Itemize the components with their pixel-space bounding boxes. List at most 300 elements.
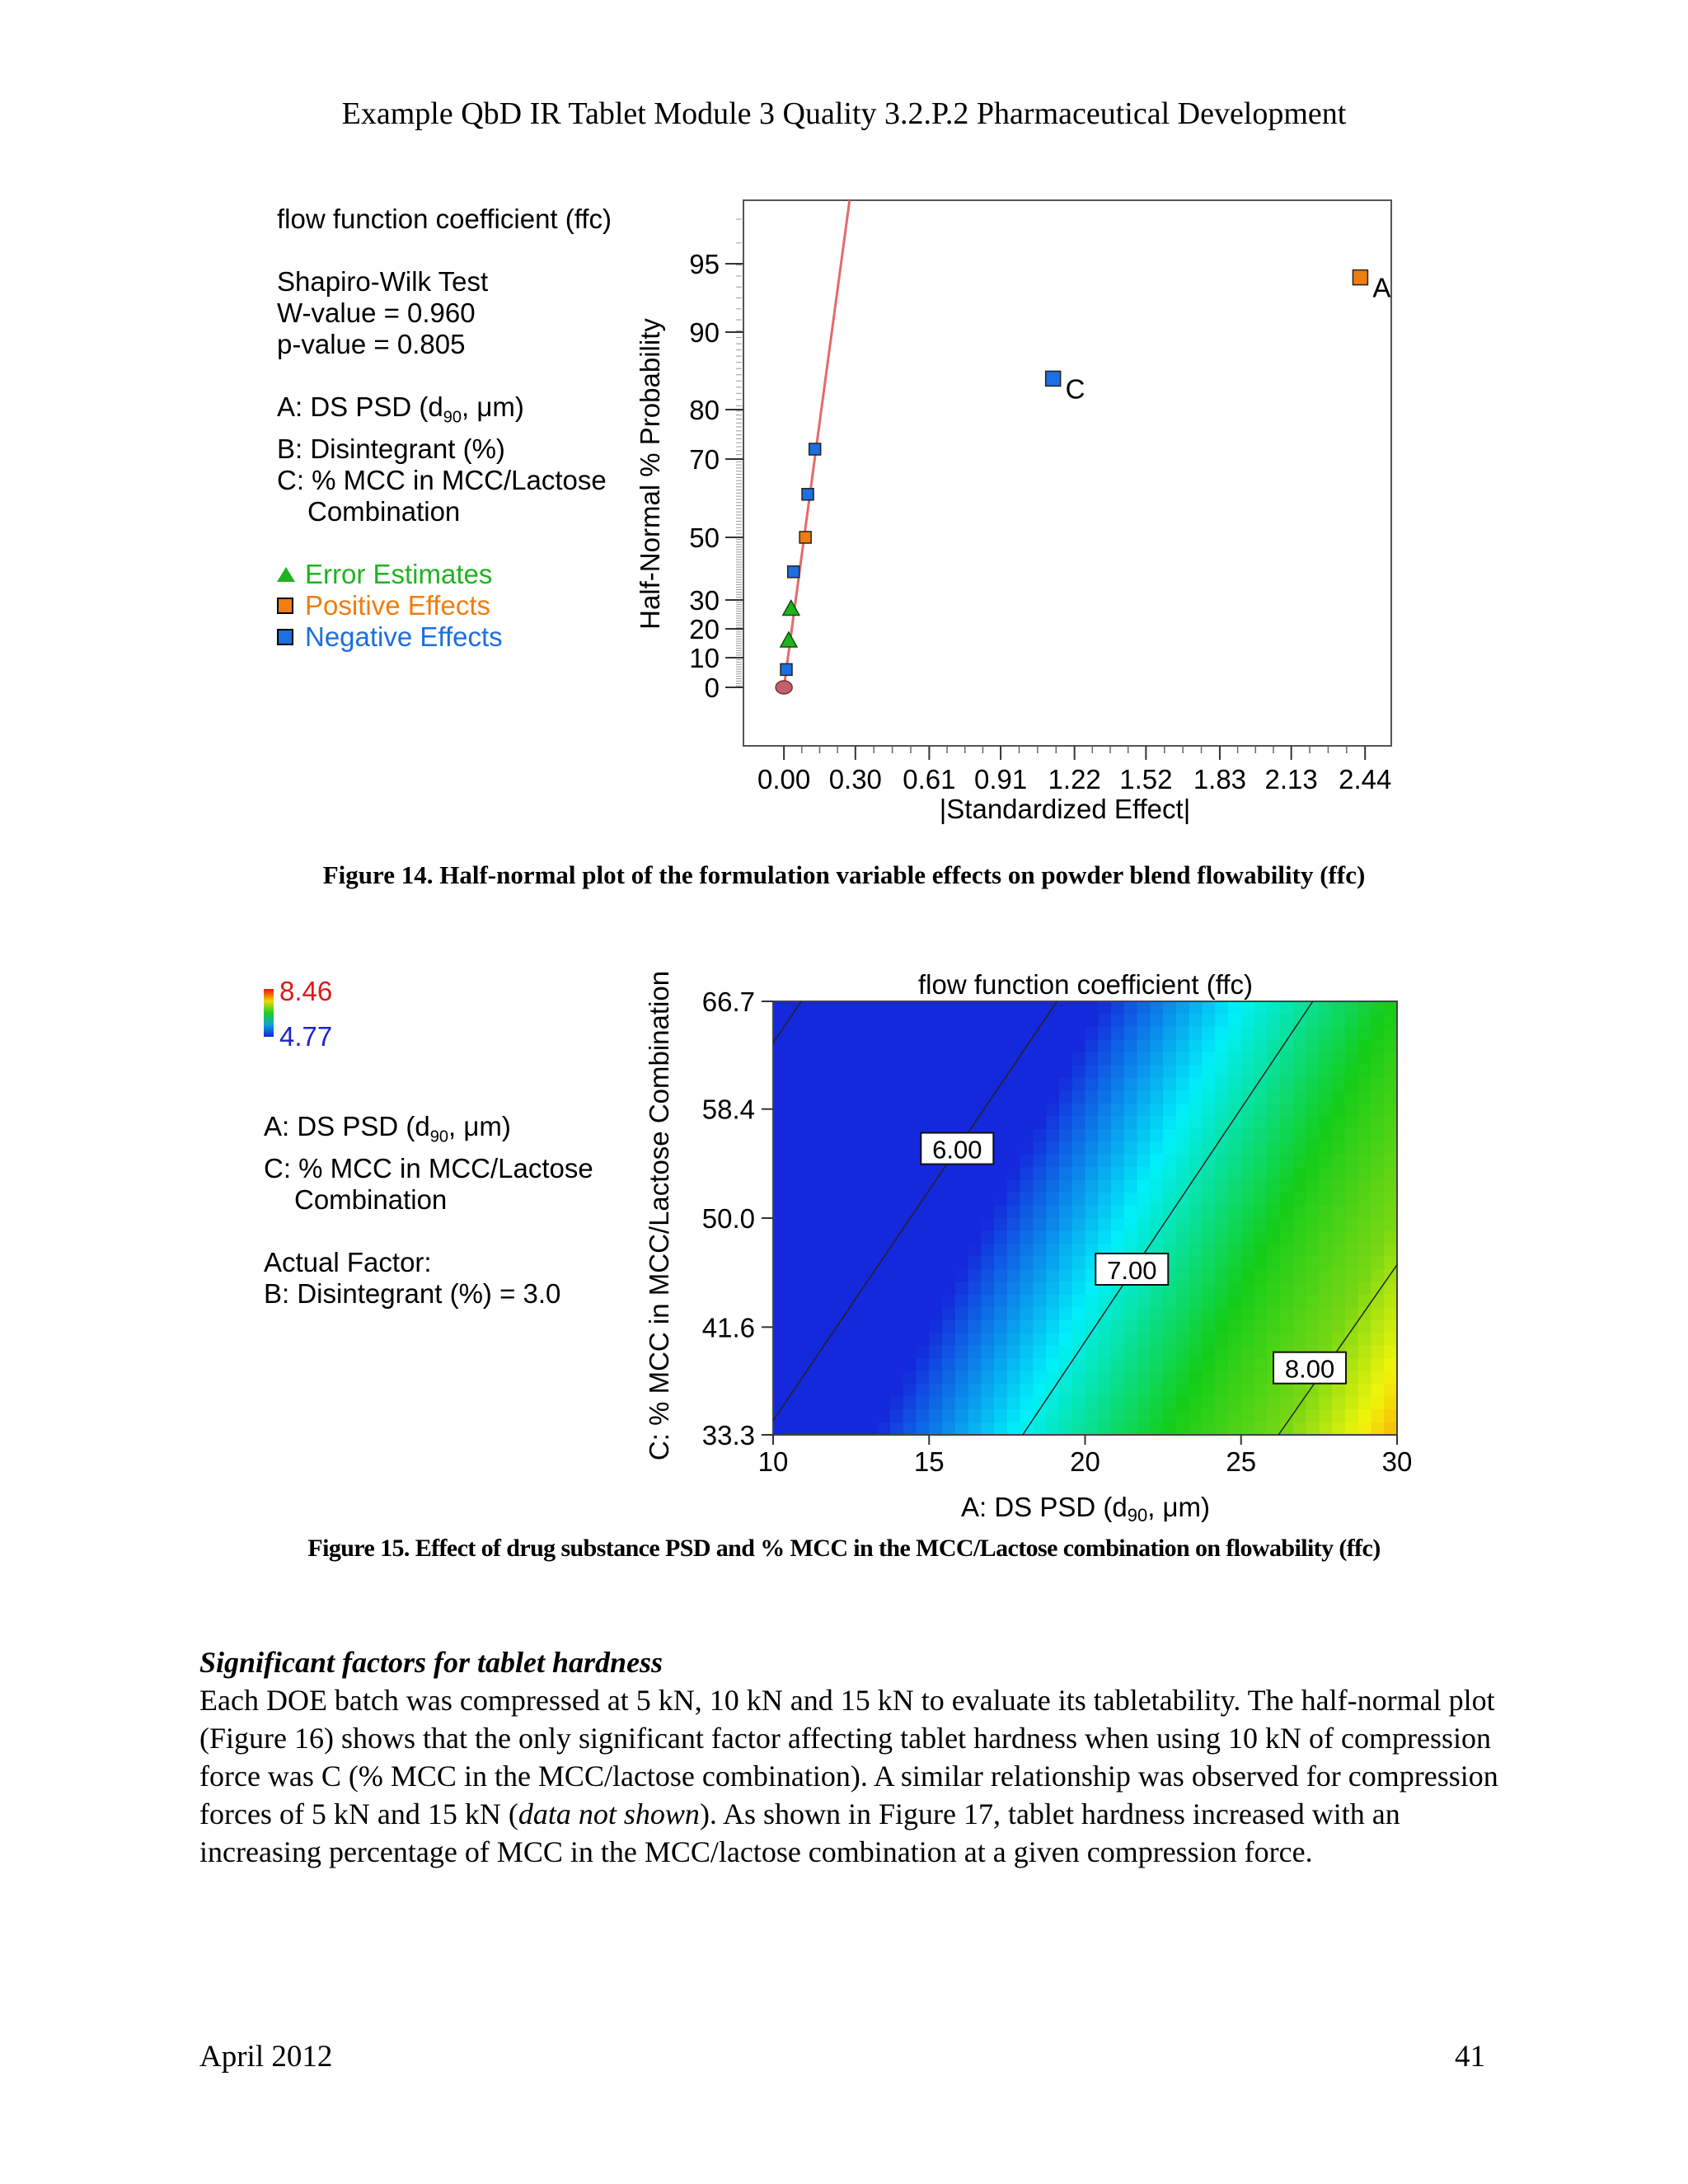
heatmap-cell [1111,1065,1124,1078]
heatmap-cell [1371,1218,1384,1231]
heatmap-cell [1202,1307,1215,1320]
heatmap-cell [1059,1244,1072,1257]
heatmap-cell [1228,1065,1241,1078]
heatmap-cell [1033,1282,1046,1295]
heatmap-cell [968,1206,982,1219]
heatmap-cell [1059,1180,1072,1193]
heatmap-cell [1163,1193,1176,1206]
heatmap-cell [838,1078,851,1091]
heatmap-cell [890,1155,903,1168]
heatmap-cell [773,1116,786,1129]
heatmap-cell [1163,1180,1176,1193]
heatmap-cell [890,1052,903,1066]
heatmap-cell [1371,1104,1384,1117]
heatmap-cell [1384,1001,1397,1015]
heatmap-cell [1176,1333,1189,1346]
heatmap-cell [1189,1333,1203,1346]
heatmap-cell [864,1295,877,1308]
heatmap-cell [1319,1167,1332,1180]
heatmap-cell [1215,1244,1228,1257]
heatmap-cell [1072,1104,1085,1117]
heatmap-cell [812,1065,825,1078]
heatmap-cell [1241,1230,1254,1244]
heatmap-cell [1046,1206,1059,1219]
heatmap-cell [864,1052,877,1066]
heatmap-cell [1059,1333,1072,1346]
contour-label: 6.00 [932,1135,982,1165]
heatmap-cell [812,1384,825,1397]
heatmap-cell [1033,1078,1046,1091]
heatmap-cell [1384,1371,1397,1385]
heatmap-cell [916,1065,929,1078]
heatmap-cell [1267,1218,1280,1231]
heatmap-cell [1332,1001,1345,1015]
heatmap-cell [1059,1078,1072,1091]
heatmap-cell [1137,1218,1151,1231]
heatmap-cell [1137,1167,1151,1180]
heatmap-cell [1059,1193,1072,1206]
heatmap-cell [1007,1371,1020,1385]
heatmap-cell [1046,1065,1059,1078]
heatmap-cell [1215,1180,1228,1193]
heatmap-cell [1137,1052,1151,1066]
heatmap-cell [1033,1244,1046,1257]
heatmap-cell [890,1129,903,1142]
heatmap-cell [1176,1269,1189,1282]
heatmap-cell [1241,1346,1254,1359]
heatmap-cell [1358,1269,1372,1282]
heatmap-cell [1059,1409,1072,1422]
heatmap-cell [1137,1384,1151,1397]
heatmap-cell [942,1218,955,1231]
heatmap-cell [851,1180,865,1193]
heatmap-cell [968,1371,982,1385]
heatmap-cell [1332,1384,1345,1397]
heatmap-cell [1280,1052,1293,1066]
heatmap-cell [1228,1346,1241,1359]
heatmap-cell [1319,1333,1332,1346]
heatmap-cell [1163,1027,1176,1040]
heatmap-cell [1072,1014,1085,1027]
heatmap-cell [929,1269,942,1282]
heatmap-cell [1345,1295,1358,1308]
heatmap-cell [1319,1320,1332,1333]
heatmap-cell [1267,1167,1280,1180]
heatmap-cell [1293,1129,1306,1142]
heatmap-cell [903,1422,917,1436]
heatmap-cell [1176,1256,1189,1269]
heatmap-cell [1007,1180,1020,1193]
heatmap-cell [773,1193,786,1206]
heatmap-cell [1293,1180,1306,1193]
heatmap-cell [1371,1155,1384,1168]
heatmap-cell [1163,1001,1176,1015]
heatmap-cell [955,1001,968,1015]
heatmap-cell [1306,1052,1320,1066]
heatmap-cell [1293,1155,1306,1168]
heatmap-cell [1189,1371,1203,1385]
x-tick-label: 1.83 [1193,764,1247,794]
heatmap-cell [1371,1078,1384,1091]
heatmap-cell [994,1116,1007,1129]
heatmap-cell [1007,1384,1020,1397]
heatmap-cell [1215,1014,1228,1027]
heatmap-cell [1150,1320,1163,1333]
x-tick-label: 15 [913,1446,945,1477]
heatmap-cell [955,1409,968,1422]
heatmap-cell [773,1384,786,1397]
heatmap-cell [942,1409,955,1422]
heatmap-cell [1150,1346,1163,1359]
heatmap-cell [1215,1397,1228,1410]
heatmap-cell [1384,1090,1397,1104]
heatmap-cell [1020,1256,1034,1269]
heatmap-cell [838,1155,851,1168]
heatmap-cell [1319,1065,1332,1078]
heatmap-cell [825,1001,838,1015]
heatmap-cell [786,1409,799,1422]
heatmap-cell [955,1397,968,1410]
heatmap-cell [1306,1027,1320,1040]
heatmap-cell [1319,1244,1332,1257]
heatmap-cell [799,1422,813,1436]
heatmap-cell [799,1333,813,1346]
heatmap-cell [1059,1155,1072,1168]
heatmap-cell [968,1409,982,1422]
heatmap-cell [1098,1027,1111,1040]
heatmap-cell [812,1295,825,1308]
heatmap-cell [851,1269,865,1282]
negative-effect-point [1046,371,1061,386]
heatmap-cell [1137,1141,1151,1155]
heatmap-cell [1020,1397,1034,1410]
heatmap-cell [773,1230,786,1244]
y-tick-label: 66.7 [701,987,755,1017]
heatmap-cell [1007,1001,1020,1015]
heatmap-cell [799,1384,813,1397]
heatmap-cell [1280,1244,1293,1257]
heatmap-cell [1098,1218,1111,1231]
heatmap-cell [812,1167,825,1180]
heatmap-cell [1202,1039,1215,1052]
heatmap-cell [1306,1141,1320,1155]
heatmap-cell [916,1358,929,1371]
heatmap-cell [1254,1039,1268,1052]
factor-a-prefix: A: DS PSD (d [277,391,443,422]
heatmap-cell [1358,1078,1372,1091]
heatmap-cell [1150,1052,1163,1066]
heatmap-cell [903,1104,917,1117]
heatmap-cell [1345,1358,1358,1371]
heatmap-cell [1163,1116,1176,1129]
heatmap-cell [916,1371,929,1385]
figure14-factor-c-cont: Combination [307,495,461,527]
heatmap-cell [1150,1409,1163,1422]
heatmap-cell [1124,1039,1137,1052]
heatmap-cell [1384,1014,1397,1027]
heatmap-cell [1332,1307,1345,1320]
heatmap-cell [929,1014,942,1027]
heatmap-cell [1202,1333,1215,1346]
heatmap-cell [1254,1027,1268,1040]
heatmap-cell [799,1244,813,1257]
heatmap-cell [1345,1193,1358,1206]
heatmap-cell [838,1104,851,1117]
heatmap-cell [968,1397,982,1410]
heatmap-cell [825,1346,838,1359]
heatmap-cell [1202,1116,1215,1129]
heatmap-cell [1371,1409,1384,1422]
heatmap-cell [1098,1180,1111,1193]
heatmap-cell [968,1269,982,1282]
heatmap-cell [1358,1218,1372,1231]
heatmap-cell [1085,1358,1099,1371]
heatmap-cell [1124,1320,1137,1333]
heatmap-cell [1202,1230,1215,1244]
heatmap-cell [1072,1052,1085,1066]
heatmap-cell [851,1422,865,1436]
heatmap-cell [825,1384,838,1397]
heatmap-cell [1007,1320,1020,1333]
heatmap-cell [968,1193,982,1206]
heatmap-cell [981,1230,994,1244]
heatmap-cell [1384,1358,1397,1371]
heatmap-cell [890,1078,903,1091]
heatmap-cell [1306,1104,1320,1117]
heatmap-cell [1371,1039,1384,1052]
heatmap-cell [1059,1167,1072,1180]
heatmap-cell [1371,1295,1384,1308]
heatmap-cell [812,1269,825,1282]
y-tick-label: 80 [689,395,720,425]
heatmap-cell [1228,1039,1241,1052]
heatmap-cell [812,1206,825,1219]
heatmap-cell [1085,1295,1099,1308]
positive-effect-point [799,532,811,543]
heatmap-cell [1176,1230,1189,1244]
heatmap-cell [1163,1155,1176,1168]
heatmap-cell [1111,1230,1124,1244]
heatmap-cell [1150,1167,1163,1180]
heatmap-cell [890,1397,903,1410]
figure14-p-value: p-value = 0.805 [277,329,466,359]
heatmap-cell [968,1218,982,1231]
heatmap-cell [1111,1307,1124,1320]
heatmap-cell [1332,1397,1345,1410]
heatmap-cell [1124,1295,1137,1308]
heatmap-cell [1254,1384,1268,1397]
error-estimate-point [781,632,797,647]
heatmap-cell [903,1141,917,1155]
heatmap-cell [786,1129,799,1142]
heatmap-cell [1345,1155,1358,1168]
heatmap-cell [1293,1269,1306,1282]
heatmap-cell [877,1052,890,1066]
heatmap-cell [1293,1065,1306,1078]
heatmap-cell [1267,1090,1280,1104]
heatmap-cell [1020,1090,1034,1104]
heatmap-cell [1046,1193,1059,1206]
heatmap-cell [1085,1039,1099,1052]
heatmap-cell [838,1218,851,1231]
heatmap-cell [1228,1422,1241,1436]
heatmap-cell [1384,1230,1397,1244]
heatmap-cell [1306,1282,1320,1295]
heatmap-cell [1371,1256,1384,1269]
heatmap-cell [773,1104,786,1117]
heatmap-cell [1033,1230,1046,1244]
heatmap-cell [838,1422,851,1436]
heatmap-cell [1176,1078,1189,1091]
heatmap-cell [1384,1397,1397,1410]
heatmap-cell [864,1333,877,1346]
heatmap-cell [1358,1039,1372,1052]
heatmap-cell [1007,1104,1020,1117]
heatmap-cell [1254,1295,1268,1308]
heatmap-cell [1137,1065,1151,1078]
heatmap-cell [1150,1155,1163,1168]
heatmap-cell [916,1295,929,1308]
heatmap-cell [825,1358,838,1371]
heatmap-cell [1072,1358,1085,1371]
heatmap-cell [1176,1116,1189,1129]
heatmap-cell [1007,1256,1020,1269]
heatmap-cell [903,1371,917,1385]
heatmap-cell [1254,1116,1268,1129]
heatmap-cell [1241,1001,1254,1015]
heatmap-cell [1358,1116,1372,1129]
heatmap-cell [799,1052,813,1066]
heatmap-cell [877,1167,890,1180]
heatmap-cell [1202,1384,1215,1397]
heatmap-cell [1150,1027,1163,1040]
heatmap-cell [1033,1358,1046,1371]
heatmap-cell [799,1090,813,1104]
heatmap-cell [1371,1001,1384,1015]
heatmap-cell [1176,1065,1189,1078]
heatmap-cell [942,1282,955,1295]
heatmap-cell [1189,1282,1203,1295]
heatmap-cell [1189,1397,1203,1410]
heatmap-cell [864,1244,877,1257]
heatmap-cell [1176,1307,1189,1320]
heatmap-cell [1059,1052,1072,1066]
heatmap-cell [916,1039,929,1052]
heatmap-cell [994,1001,1007,1015]
heatmap-cell [1111,1001,1124,1015]
heatmap-cell [1007,1155,1020,1168]
heatmap-cell [1137,1155,1151,1168]
heatmap-cell [1306,1218,1320,1231]
heatmap-cell [1228,1230,1241,1244]
heatmap-cell [903,1014,917,1027]
heatmap-cell [890,1167,903,1180]
heatmap-cell [1007,1193,1020,1206]
heatmap-cell [1293,1104,1306,1117]
heatmap-cell [825,1397,838,1410]
heatmap-cell [942,1244,955,1257]
heatmap-cell [1176,1052,1189,1066]
heatmap-cell [1241,1218,1254,1231]
heatmap-cell [864,1358,877,1371]
heatmap-cell [1202,1001,1215,1015]
heatmap-cell [1033,1001,1046,1015]
heatmap-cell [1280,1090,1293,1104]
heatmap-cell [838,1193,851,1206]
heatmap-cell [916,1384,929,1397]
heatmap-cell [1189,1256,1203,1269]
heatmap-cell [1020,1065,1034,1078]
heatmap-cell [799,1167,813,1180]
heatmap-cell [825,1282,838,1295]
heatmap-cell [1228,1307,1241,1320]
heatmap-cell [1371,1333,1384,1346]
heatmap-cell [955,1065,968,1078]
heatmap-cell [825,1295,838,1308]
heatmap-cell [916,1422,929,1436]
heatmap-cell [1358,1371,1372,1385]
heatmap-cell [1358,1333,1372,1346]
heatmap-cell [1215,1155,1228,1168]
figure14-factor-c: C: % MCC in MCC/Lactose [277,464,607,495]
heatmap-cell [1124,1218,1137,1231]
heatmap-cell [929,1282,942,1295]
heatmap-cell [1072,1078,1085,1091]
heatmap-cell [1098,1346,1111,1359]
heatmap-cell [1046,1027,1059,1040]
heatmap-cell [838,1358,851,1371]
heatmap-cell [877,1090,890,1104]
heatmap-cell [825,1218,838,1231]
heatmap-cell [1280,1206,1293,1219]
heatmap-cell [929,1397,942,1410]
heatmap-cell [1267,1256,1280,1269]
heatmap-cell [1202,1180,1215,1193]
heatmap-cell [864,1001,877,1015]
heatmap-cell [994,1230,1007,1244]
heatmap-cell [851,1409,865,1422]
heatmap-cell [1384,1282,1397,1295]
heatmap-cell [955,1358,968,1371]
heatmap-cell [1007,1167,1020,1180]
heatmap-cell [890,1014,903,1027]
heatmap-cell [799,1320,813,1333]
heatmap-cell [1124,1078,1137,1091]
heatmap-cell [903,1282,917,1295]
heatmap-cell [864,1206,877,1219]
heatmap-cell [1267,1193,1280,1206]
heatmap-cell [994,1371,1007,1385]
heatmap-cell [1163,1384,1176,1397]
heatmap-cell [1085,1409,1099,1422]
heatmap-cell [1098,1397,1111,1410]
heatmap-cell [1046,1129,1059,1142]
heatmap-cell [1215,1104,1228,1117]
heatmap-cell [773,1155,786,1168]
heatmap-cell [838,1333,851,1346]
heatmap-cell [1254,1422,1268,1436]
heatmap-cell [1059,1218,1072,1231]
heatmap-cell [1319,1014,1332,1027]
heatmap-cell [1267,1039,1280,1052]
heatmap-cell [773,1129,786,1142]
heatmap-cell [981,1206,994,1219]
heatmap-cell [799,1180,813,1193]
heatmap-cell [877,1269,890,1282]
heatmap-cell [1267,1295,1280,1308]
heatmap-cell [903,1001,917,1015]
heatmap-cell [903,1244,917,1257]
